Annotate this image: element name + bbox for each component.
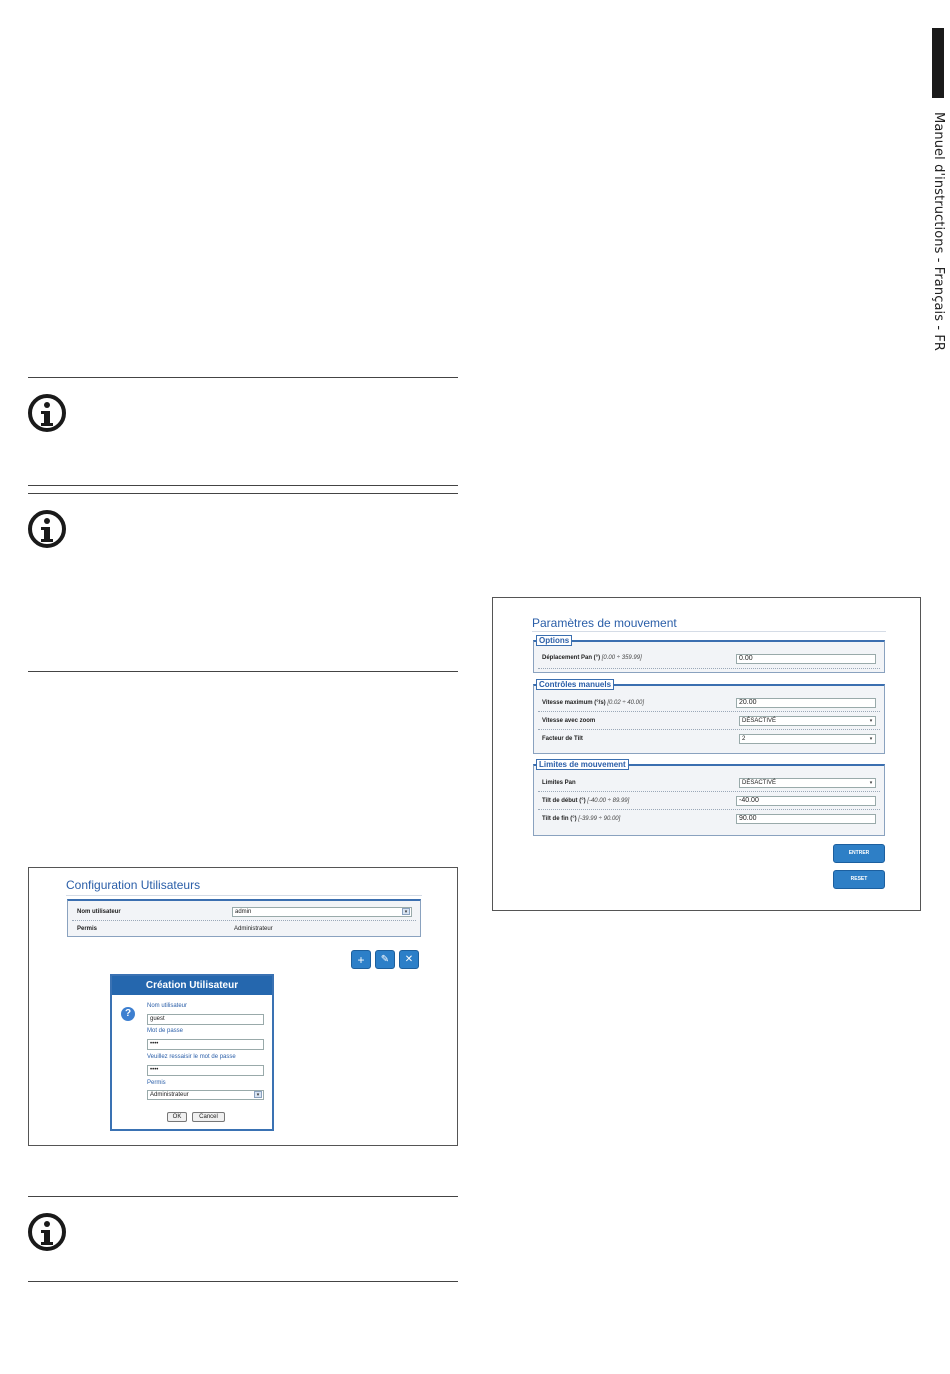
motion-limits-legend: Limites de mouvement [536, 759, 629, 770]
edit-user-button[interactable] [375, 950, 395, 969]
add-user-button[interactable] [351, 950, 371, 969]
motion-params-figure [492, 597, 921, 911]
pan-offset-input[interactable]: 0.00 [736, 654, 876, 664]
permission-label: Permis [77, 926, 98, 932]
chevron-down-icon: ▾ [402, 908, 410, 915]
users-config-title: Configuration Utilisateurs [66, 878, 201, 892]
question-icon: ? [121, 1007, 135, 1021]
max-speed-label: Vitesse maximum (°/s) [0.02 ÷ 40.00] [542, 700, 644, 706]
zoom-speed-select[interactable]: DÉSACTIVÉ ▾ [739, 716, 876, 726]
dialog-confirm-label: Veuillez ressaisir le mot de passe [147, 1054, 236, 1060]
note-rule-top-3 [28, 1196, 458, 1197]
ok-button[interactable]: OK [167, 1112, 187, 1122]
permission-value: Administrateur [234, 926, 273, 932]
pan-offset-label: Déplacement Pan (°) [0.00 ÷ 359.99] [542, 655, 642, 661]
options-group [533, 640, 885, 673]
note-rule-bottom-3 [28, 1281, 458, 1282]
note-rule-top-1 [28, 377, 458, 378]
chevron-down-icon: ▾ [869, 780, 873, 786]
cancel-button[interactable]: Cancel [192, 1112, 225, 1122]
reset-button[interactable]: RESET [833, 870, 885, 889]
dialog-title: Création Utilisateur [112, 976, 272, 995]
chevron-down-icon: ▾ [869, 718, 873, 724]
info-icon [28, 510, 66, 548]
pencil-icon: ✎ [380, 954, 390, 965]
tilt-start-input[interactable]: -40.00 [736, 796, 876, 806]
users-table [67, 899, 421, 937]
dialog-confirm-input[interactable]: •••• [147, 1065, 264, 1076]
submit-button[interactable]: ENTRER [833, 844, 885, 863]
tilt-factor-label: Facteur de Tilt [542, 736, 583, 742]
max-speed-input[interactable]: 20.00 [736, 698, 876, 708]
dialog-permission-label: Permis [147, 1080, 166, 1086]
tilt-end-input[interactable]: 90.00 [736, 814, 876, 824]
dialog-permission-select[interactable]: Administrateur ▾ [147, 1090, 264, 1100]
dialog-username-label: Nom utilisateur [147, 1003, 188, 1009]
manual-controls-legend: Contrôles manuels [536, 679, 614, 690]
chevron-down-icon: ▾ [254, 1091, 262, 1098]
chevron-down-icon: ▾ [869, 736, 873, 742]
plus-icon: + [357, 953, 365, 967]
dialog-password-label: Mot de passe [147, 1028, 184, 1034]
motion-limits-group [533, 764, 885, 836]
note-rule-bottom-1 [28, 485, 458, 486]
info-icon [28, 1213, 66, 1251]
note-rule-bottom-2 [28, 671, 458, 672]
side-tab-text: Manuel d'instructions - Français - FR [931, 112, 946, 352]
dialog-username-input[interactable]: guest [147, 1014, 264, 1025]
create-user-dialog [110, 974, 274, 1131]
tilt-factor-select[interactable]: 2 ▾ [739, 734, 876, 744]
username-label: Nom utilisateur [77, 909, 121, 915]
users-config-figure [28, 867, 458, 1146]
pan-limits-select[interactable]: DÉSACTIVÉ ▾ [739, 778, 876, 788]
note-rule-top-2 [28, 493, 458, 494]
info-icon [28, 394, 66, 432]
manual-controls-group [533, 684, 885, 754]
pan-limits-label: Limites Pan [542, 780, 576, 786]
delete-user-button[interactable] [399, 950, 419, 969]
close-icon: ✕ [404, 954, 414, 965]
zoom-speed-label: Vitesse avec zoom [542, 718, 596, 724]
side-tab-marker [932, 28, 944, 98]
tilt-end-label: Tilt de fin (°) [-39.99 ÷ 90.00] [542, 816, 621, 822]
dialog-password-input[interactable]: •••• [147, 1039, 264, 1050]
options-legend: Options [536, 635, 572, 646]
username-select[interactable]: admin ▾ [232, 907, 412, 917]
tilt-start-label: Tilt de début (°) [-40.00 ÷ 89.99] [542, 798, 630, 804]
motion-params-title: Paramètres de mouvement [532, 616, 677, 630]
